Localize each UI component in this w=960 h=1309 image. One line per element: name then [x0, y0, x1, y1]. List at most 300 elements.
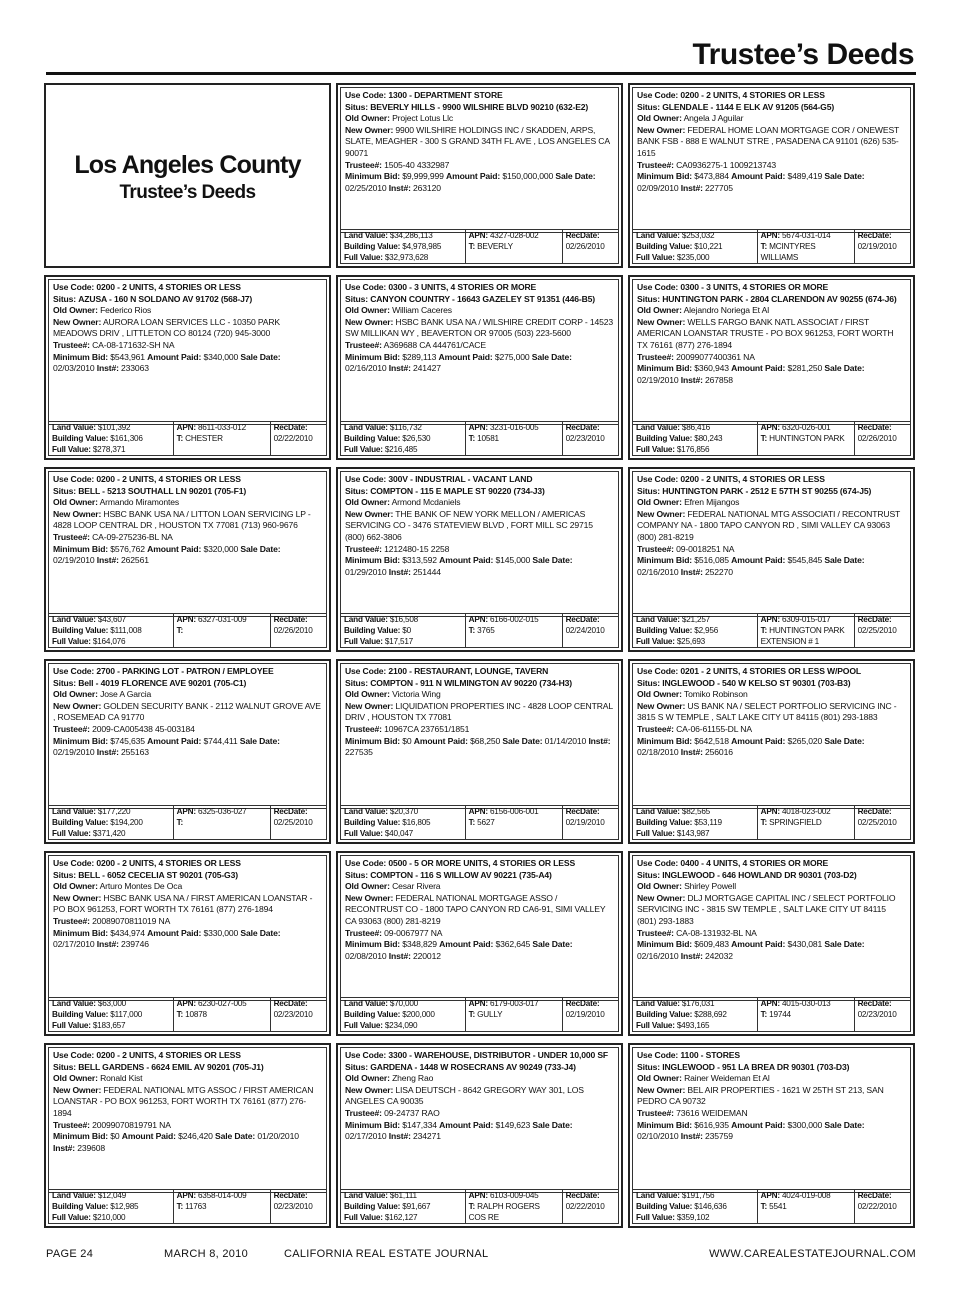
field-label: Old Owner:	[637, 881, 682, 892]
field-label: Full Value:	[636, 636, 675, 646]
field-label: Amount Paid:	[439, 555, 494, 566]
property-values	[340, 229, 619, 264]
land-value: $70,000	[389, 999, 419, 1008]
field-label: Minimum Bid:	[637, 735, 693, 746]
field-label: Use Code:	[637, 666, 679, 676]
field-label: Situs:	[345, 869, 368, 880]
field-label: Amount Paid:	[731, 363, 786, 374]
field-label: Situs:	[637, 1061, 660, 1072]
full-value: $25,693	[676, 636, 706, 646]
old-owner: Federico Rios	[100, 305, 152, 316]
trustee-number: 20099077400361 NA	[676, 351, 755, 362]
building-value: $2,956	[694, 625, 719, 635]
deed-card	[628, 1043, 915, 1228]
field-label: APN:	[176, 1191, 196, 1200]
field-label: Old Owner:	[345, 689, 390, 700]
sale-date: 02/19/2010	[53, 747, 95, 758]
field-label: APN:	[760, 807, 780, 816]
inst-number: 234271	[413, 1131, 441, 1142]
use-code: 0400 - 4 UNITS, 4 STORIES OR MORE	[680, 858, 829, 868]
field-label: Old Owner:	[53, 305, 98, 316]
sale-date: 01/14/2010	[544, 735, 587, 746]
land-value: $116,732	[389, 423, 422, 432]
field-label: Land Value:	[52, 807, 96, 816]
rec-date: 02/26/2010	[565, 241, 605, 251]
field-label: Trustee#:	[637, 543, 674, 554]
sale-date: 02/09/2010	[637, 182, 679, 193]
deed-card	[44, 1043, 331, 1228]
field-label: T:	[176, 433, 184, 443]
land-value: $63,000	[97, 999, 127, 1008]
minimum-bid: $516,085	[694, 555, 729, 566]
footer-date: MARCH 8, 2010	[164, 1248, 248, 1260]
field-label: Trustee#:	[53, 915, 90, 926]
minimum-bid: $289,113	[402, 351, 437, 362]
field-label: Situs:	[345, 677, 368, 688]
tract: 5627	[477, 817, 495, 827]
land-value: $20,370	[389, 807, 419, 816]
field-label: Situs:	[53, 293, 76, 304]
amount-paid: $545,845	[787, 555, 823, 566]
situs: GLENDALE - 1144 E ELK AV 91205 (564-G5)	[662, 101, 835, 112]
field-label: Situs:	[53, 485, 76, 496]
field-label: Old Owner:	[637, 113, 682, 124]
property-values	[340, 613, 619, 648]
field-label: Amount Paid:	[446, 171, 501, 182]
field-label: Building Value:	[636, 817, 693, 827]
field-label: APN:	[176, 807, 196, 816]
full-value: $278,371	[92, 444, 126, 454]
deed-card	[628, 851, 915, 1036]
situs: CANYON COUNTRY - 16643 GAZELEY ST 91351 (446-B5)	[370, 293, 595, 304]
amount-paid: $281,250	[787, 363, 823, 374]
field-label: Inst#:	[96, 555, 119, 566]
use-code: 0200 - 2 UNITS, 4 STORIES OR LESS	[96, 282, 241, 292]
field-label: Inst#:	[680, 747, 703, 758]
tract: GULLY	[477, 1009, 503, 1019]
building-value: $4,978,985	[402, 241, 442, 251]
rec-date: 02/25/2010	[857, 817, 897, 827]
field-label: Minimum Bid:	[53, 735, 109, 746]
field-label: Trustee#:	[53, 1119, 90, 1130]
trustee-number: 1212480-15 2258	[384, 543, 450, 554]
field-label: Building Value:	[344, 817, 401, 827]
building-value: $161,306	[110, 433, 143, 443]
full-value: $143,987	[676, 828, 710, 838]
trustee-number: 20089070811019 NA	[92, 915, 171, 926]
field-label: Minimum Bid:	[53, 1131, 109, 1142]
inst-number: 233063	[121, 363, 149, 374]
inst-number: 256016	[705, 747, 733, 758]
field-label: T:	[760, 1009, 768, 1019]
rec-date: 02/22/2010	[565, 1201, 605, 1211]
building-value: $111,008	[110, 625, 142, 635]
footer	[46, 1248, 916, 1264]
field-label: Building Value:	[636, 625, 693, 635]
field-label: Minimum Bid:	[345, 171, 401, 182]
field-label: APN:	[468, 1191, 488, 1200]
field-label: Full Value:	[636, 1212, 675, 1222]
field-label: Old Owner:	[345, 113, 390, 124]
sale-date: 02/19/2010	[637, 374, 679, 385]
field-label: Old Owner:	[53, 497, 98, 508]
field-label: Sale Date:	[239, 735, 280, 746]
field-label: T:	[760, 241, 768, 251]
rec-date: 02/19/2010	[565, 1009, 605, 1019]
field-label: Old Owner:	[637, 689, 682, 700]
situs: COMPTON - 115 E MAPLE ST 90220 (734-J3)	[370, 485, 545, 496]
field-label: Trustee#:	[637, 159, 674, 170]
use-code: 1100 - STORES	[680, 1050, 740, 1060]
field-label: RecDate:	[565, 615, 600, 624]
field-label: Minimum Bid:	[53, 927, 109, 938]
deed-entry	[340, 1047, 619, 1193]
field-label: New Owner:	[53, 1084, 102, 1095]
field-label: Land Value:	[52, 615, 96, 624]
field-label: Sale Date:	[824, 939, 865, 950]
field-label: Situs:	[53, 677, 76, 688]
field-label: T:	[468, 1201, 476, 1211]
field-label: Inst#:	[680, 182, 703, 193]
old-owner: Alejandro Noriega Et Al	[683, 305, 769, 316]
minimum-bid: $616,935	[694, 1119, 729, 1130]
field-label: New Owner:	[345, 124, 394, 135]
deed-card	[44, 275, 331, 460]
field-label: APN:	[468, 807, 488, 816]
field-label: Use Code:	[53, 858, 95, 868]
field-label: Situs:	[345, 293, 368, 304]
field-label: APN:	[176, 615, 196, 624]
property-values	[48, 997, 327, 1032]
rec-date: 02/23/2010	[565, 433, 605, 443]
trustee-number: 1505-40 4332987	[384, 159, 450, 170]
field-label: Minimum Bid:	[345, 939, 401, 950]
deed-entry	[632, 663, 911, 809]
full-value: $210,000	[92, 1212, 126, 1222]
trustee-number: CA0936275-1 1009213743	[676, 159, 777, 170]
inst-number: 262561	[121, 555, 149, 566]
field-label: Use Code:	[345, 666, 387, 676]
rec-date: 02/24/2010	[565, 625, 605, 635]
building-value: $26,530	[402, 433, 431, 443]
county-banner	[44, 83, 331, 268]
deed-card	[336, 275, 623, 460]
field-label: New Owner:	[345, 892, 394, 903]
field-label: Use Code:	[345, 1050, 387, 1060]
land-value: $86,416	[681, 423, 711, 432]
deed-entry	[48, 279, 327, 425]
field-label: Building Value:	[636, 1201, 693, 1211]
field-label: Use Code:	[637, 1050, 679, 1060]
amount-paid: $149,623	[495, 1119, 531, 1130]
field-label: Inst#:	[680, 566, 703, 577]
property-values	[632, 229, 911, 264]
use-code: 1300 - DEPARTMENT STORE	[388, 90, 503, 100]
amount-paid: $265,020	[787, 735, 823, 746]
land-value: $82,565	[681, 807, 711, 816]
rec-date: 02/23/2010	[857, 1009, 897, 1019]
land-value: $43,607	[97, 615, 127, 624]
field-label: Minimum Bid:	[637, 363, 693, 374]
sale-date: 02/03/2010	[53, 363, 95, 374]
field-label: Amount Paid:	[731, 1119, 786, 1130]
field-label: Old Owner:	[345, 305, 390, 316]
property-values	[340, 421, 619, 456]
deed-entry	[632, 1047, 911, 1193]
column-3	[628, 83, 915, 1235]
field-label: Amount Paid:	[121, 1131, 176, 1142]
field-label: Full Value:	[52, 444, 91, 454]
field-label: T:	[176, 817, 184, 827]
building-value: $12,985	[110, 1201, 139, 1211]
field-label: Amount Paid:	[147, 351, 202, 362]
field-label: New Owner:	[53, 316, 102, 327]
situs: COMPTON - 116 S WILLOW AV 90221 (735-A4)	[370, 869, 552, 880]
use-code: 0300 - 3 UNITS, 4 STORIES OR MORE	[680, 282, 829, 292]
sale-date: 02/16/2010	[345, 363, 387, 374]
field-label: Amount Paid:	[731, 555, 786, 566]
new-owner: US BANK NA / SELECT PORTFOLIO SERVICING INC - 3815 S W TEMPLE , SALT LAKE CITY UT 84115 (801) 293-1883	[637, 700, 897, 723]
field-label: Amount Paid:	[731, 171, 786, 182]
field-label: Sale Date:	[532, 555, 573, 566]
property-values	[48, 1189, 327, 1224]
sale-date: 02/10/2010	[637, 1131, 679, 1142]
field-label: Inst#:	[96, 747, 119, 758]
amount-paid: $68,250	[470, 735, 501, 746]
apn: 4327-028-002	[489, 231, 539, 240]
amount-paid: $300,000	[787, 1119, 823, 1130]
inst-number: 239608	[77, 1142, 106, 1153]
situs: Bell - 4019 FLORENCE AVE 90201 (705-C1)	[78, 677, 247, 688]
building-value: $200,000	[402, 1009, 435, 1019]
field-label: RecDate:	[857, 999, 892, 1008]
footer-website[interactable]: WWW.CAREALESTATEJOURNAL.COM	[709, 1248, 916, 1260]
minimum-bid: $434,974	[110, 927, 145, 938]
deed-entry	[340, 855, 619, 1001]
field-label: Full Value:	[344, 636, 383, 646]
deed-card	[336, 1043, 623, 1228]
field-label: Situs:	[53, 869, 76, 880]
field-label: Inst#:	[96, 363, 119, 374]
field-label: Inst#:	[388, 950, 411, 961]
property-values	[48, 805, 327, 840]
deed-entry	[340, 471, 619, 617]
tract: HUNTINGTON PARK EXTENSION # 1	[760, 625, 845, 646]
field-label: Inst#:	[53, 1142, 76, 1153]
field-label: Situs:	[345, 485, 368, 496]
deed-entry	[340, 87, 619, 233]
field-label: Trustee#:	[53, 339, 90, 350]
field-label: Amount Paid:	[413, 735, 468, 746]
new-owner: HSBC BANK USA NA / LITTON LOAN SERVICING LP - 4828 LOOP CENTRAL DR , HOUSTON TX 77081 (713) 960-9676	[53, 508, 311, 531]
full-value: $371,420	[92, 828, 126, 838]
inst-number: 227705	[705, 182, 733, 193]
rec-date: 02/25/2010	[857, 625, 897, 635]
new-owner: HSBC BANK USA NA / FIRST AMERICAN LOANSTAR - PO BOX 961253, FORT WORTH TX 76161 (877) 276-1894	[53, 892, 313, 915]
field-label: T:	[760, 817, 768, 827]
use-code: 0200 - 2 UNITS, 4 STORIES OR LESS	[96, 1050, 241, 1060]
field-label: Building Value:	[636, 1009, 693, 1019]
inst-number: 241427	[413, 363, 441, 374]
deed-entry	[340, 279, 619, 425]
minimum-bid: $642,518	[694, 735, 729, 746]
field-label: Old Owner:	[637, 1073, 682, 1084]
field-label: T:	[760, 1201, 768, 1211]
field-label: Old Owner:	[53, 689, 98, 700]
deed-card	[336, 659, 623, 844]
field-label: Land Value:	[636, 231, 680, 240]
field-label: RecDate:	[857, 615, 892, 624]
field-label: Land Value:	[344, 999, 388, 1008]
full-value: $176,856	[676, 444, 710, 454]
amount-paid: $430,081	[787, 939, 823, 950]
land-value: $101,392	[97, 423, 131, 432]
field-label: Amount Paid:	[438, 351, 493, 362]
land-value: $253,032	[681, 231, 715, 240]
building-value: $91,667	[402, 1201, 431, 1211]
full-value: $40,047	[384, 828, 414, 838]
sale-date: 02/18/2010	[637, 747, 679, 758]
building-value: $0	[402, 625, 411, 635]
situs: HUNTINGTON PARK - 2512 E 57TH ST 90255 (674-J5)	[662, 485, 872, 496]
field-label: RecDate:	[273, 615, 308, 624]
building-value: $16,805	[402, 817, 431, 827]
use-code: 0200 - 2 UNITS, 4 STORIES OR LESS	[680, 474, 825, 484]
inst-number: 239746	[121, 939, 149, 950]
apn: 5674-031-014	[781, 231, 831, 240]
county-subtitle: Trustee’s Deeds	[119, 182, 256, 203]
minimum-bid: $745,635	[110, 735, 145, 746]
inst-number: 251444	[413, 566, 441, 577]
property-values	[48, 613, 327, 648]
trustee-number: 09-24737 RAO	[384, 1107, 440, 1118]
field-label: Inst#:	[588, 735, 611, 746]
field-label: Inst#:	[680, 374, 703, 385]
field-label: Building Value:	[52, 433, 109, 443]
deed-entry	[340, 663, 619, 809]
amount-paid: $320,000	[203, 543, 239, 554]
new-owner: WELLS FARGO BANK NATL ASSOCIAT / FIRST AMERICAN LOANSTAR TRUSTE - PO BOX 961253, FORT WORTH TX 76161 (877) 276-1894	[637, 316, 894, 350]
old-owner: Project Lotus Llc	[392, 113, 454, 124]
full-value: $17,517	[384, 636, 414, 646]
field-label: APN:	[760, 999, 780, 1008]
rec-date: 02/19/2010	[857, 241, 897, 251]
field-label: T:	[760, 433, 768, 443]
field-label: Sale Date:	[240, 543, 281, 554]
deed-entry	[632, 855, 911, 1001]
old-owner: Zheng Rao	[392, 1073, 434, 1084]
field-label: Use Code:	[53, 666, 95, 676]
title-rule	[46, 72, 916, 75]
trustee-number: A369688 CA 444761/CACE	[383, 339, 486, 350]
land-value: $176,031	[681, 999, 715, 1008]
field-label: Trustee#:	[345, 1107, 382, 1118]
field-label: Old Owner:	[345, 1073, 390, 1084]
field-label: Land Value:	[636, 615, 680, 624]
inst-number: 267858	[705, 374, 733, 385]
apn: 4018-023-002	[781, 807, 831, 816]
field-label: Land Value:	[636, 807, 680, 816]
field-label: RecDate:	[565, 807, 600, 816]
tract: MCINTYRES WILLIAMS	[760, 241, 816, 262]
field-label: Full Value:	[52, 828, 91, 838]
field-label: RecDate:	[273, 807, 308, 816]
new-owner: DLJ MORTGAGE CAPITAL INC / SELECT PORTFOLIO SERVICING INC - 3815 SW TEMPLE , SALT LAKE CITY UT 84115 (801) 293-1883	[637, 892, 896, 926]
use-code: 2700 - PARKING LOT - PATRON / EMPLOYEE	[96, 666, 274, 676]
field-label: Minimum Bid:	[345, 555, 401, 566]
field-label: Sale Date:	[532, 939, 573, 950]
building-value: $80,243	[694, 433, 723, 443]
field-label: RecDate:	[565, 999, 600, 1008]
trustee-number: 09-0067977 NA	[384, 927, 443, 938]
new-owner: 9900 WILSHIRE HOLDINGS INC / SKADDEN, ARPS, SLATE, MEAGHER - 300 S GRAND 34TH FL AVE , LOS ANGELES CA 90071	[345, 124, 610, 158]
old-owner: Cesar Rivera	[392, 881, 441, 892]
field-label: Full Value:	[344, 1212, 383, 1222]
field-label: Sale Date:	[824, 1119, 865, 1130]
apn: 6156-006-001	[489, 807, 539, 816]
field-label: Trustee#:	[345, 159, 382, 170]
field-label: Trustee#:	[345, 927, 382, 938]
field-label: APN:	[468, 999, 488, 1008]
field-label: Minimum Bid:	[637, 1119, 693, 1130]
field-label: Use Code:	[637, 858, 679, 868]
field-label: Full Value:	[636, 444, 675, 454]
field-label: Situs:	[637, 869, 660, 880]
tract: 10581	[477, 433, 499, 443]
amount-paid: $330,000	[203, 927, 239, 938]
new-owner: FEDERAL HOME LOAN MORTGAGE COR / ONEWEST BANK FSB - 888 E WALNUT STRE , PASADENA CA 91101 (626) 535-1615	[637, 124, 900, 158]
field-label: New Owner:	[53, 700, 102, 711]
field-label: Inst#:	[388, 182, 411, 193]
field-label: Building Value:	[344, 1009, 401, 1019]
tract: 11763	[185, 1201, 207, 1211]
field-label: New Owner:	[345, 316, 394, 327]
tract: CHESTER	[185, 433, 223, 443]
field-label: Land Value:	[52, 423, 96, 432]
land-value: $16,508	[389, 615, 419, 624]
land-value: $21,257	[681, 615, 711, 624]
apn: 6358-014-009	[197, 1191, 247, 1200]
field-label: RecDate:	[857, 1191, 892, 1200]
field-label: Amount Paid:	[731, 735, 786, 746]
full-value: $234,090	[384, 1020, 418, 1030]
field-label: Old Owner:	[345, 497, 390, 508]
inst-number: 235759	[705, 1131, 733, 1142]
new-owner: HSBC BANK USA NA / WILSHIRE CREDIT CORP - 14523 SW MILLIKAN WY , BEAVERTON OR 97005 (503) 223-5600	[345, 316, 613, 339]
field-label: Old Owner:	[53, 1073, 98, 1084]
land-value: $34,286,113	[389, 231, 433, 240]
field-label: Old Owner:	[53, 881, 98, 892]
field-label: T:	[468, 1009, 476, 1019]
field-label: New Owner:	[53, 892, 102, 903]
minimum-bid: $609,483	[694, 939, 729, 950]
field-label: APN:	[176, 423, 196, 432]
minimum-bid: $0	[402, 735, 412, 746]
field-label: Sale Date:	[532, 1119, 573, 1130]
building-value: $146,636	[694, 1201, 727, 1211]
field-label: New Owner:	[637, 124, 686, 135]
field-label: Situs:	[53, 1061, 76, 1072]
field-label: Amount Paid:	[731, 939, 786, 950]
field-label: Sale Date:	[824, 735, 865, 746]
field-label: RecDate:	[565, 231, 600, 240]
old-owner: Angela J Aguilar	[683, 113, 744, 124]
situs: INGLEWOOD - 540 W KELSO ST 90301 (703-B3)	[662, 677, 851, 688]
field-label: Building Value:	[52, 625, 109, 635]
field-label: Situs:	[637, 101, 660, 112]
full-value: $235,000	[676, 252, 710, 262]
old-owner: Shirley Powell	[684, 881, 736, 892]
